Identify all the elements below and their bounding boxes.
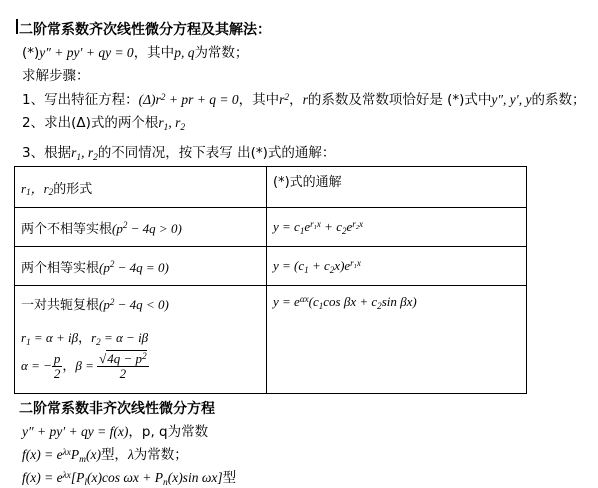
- header-left-text: 的形式: [53, 181, 93, 197]
- step1-prefix: 1、写出特征方程：: [22, 92, 139, 108]
- homogeneous-equation-line: [22, 41, 248, 61]
- step1-tail: 的系数及常数项恰好是 (*)式中: [307, 92, 492, 108]
- condition-vars: p, q: [174, 45, 195, 60]
- step1-r2: $r^2$: [279, 92, 290, 107]
- line3-suffix: 型: [222, 470, 237, 486]
- step2-line: [22, 111, 185, 131]
- solution-table: [14, 166, 527, 394]
- type2-equation: $f(x) = e^{\lambda x}[P_l(x)\cos$ $\omega x + P_n(x)\sin$ ωx]: [22, 470, 223, 488]
- table-row: [15, 247, 527, 286]
- case-complex: 一对共轭复根$(p^2 - 4q < 0)$ $r_1 = \alpha + i\beta$，$r_2 = \alpha - i\beta$ α = − $\frac{p}{2}$ ，β = $\frac{√4q - p^2}{2}$: [15, 286, 267, 394]
- nonhomogeneous-equation-line: [22, 420, 208, 440]
- type1-equation: $f(x) = e^{\lambda x}P_m(x)$: [22, 447, 101, 465]
- steps-title: 求解步骤：: [22, 68, 90, 84]
- condition-zero: $(p^2 - 4q = 0)$: [99, 259, 169, 275]
- type2-line: [22, 466, 236, 486]
- step3-suffix: 的不同情况，按下表写 出(*)式的通解：: [97, 145, 336, 161]
- step1-vars: y″, y′, y: [491, 92, 532, 107]
- equation-label: (*): [22, 45, 40, 61]
- line2-var: λ: [127, 447, 134, 462]
- step1-line: [22, 88, 585, 108]
- header-general-solution: (*)式的通解: [267, 167, 527, 208]
- condition-negative: $(p^2 - 4q < 0)$: [99, 296, 169, 312]
- line2-suffix: 为常数；: [133, 447, 188, 463]
- solution-distinct-real: $y = c_1e^{r_1x} + c_2e^{r_2x}$: [267, 208, 527, 247]
- step2-prefix: 2、求出(Δ)式的两个根: [22, 115, 159, 131]
- condition-positive: $(p^2 - 4q > 0)$: [112, 220, 182, 236]
- solution-complex: $y = e^{\alpha x}(c_1\cos$ $\beta x + c_2\sin$ βx): [267, 286, 527, 394]
- characteristic-equation: $(\Delta)r^2$ + pr + q = 0: [138, 92, 239, 107]
- nonhomogeneous-equation: y″ + py′ + qy = f(x): [22, 424, 129, 439]
- step3-roots: $r_1$, $r_2$: [71, 145, 98, 163]
- step2-roots: $r_1$, $r_2$: [158, 115, 186, 133]
- case-equal-real: 两个相等实根$(p^2 - 4q = 0)$: [15, 247, 267, 286]
- section2-heading: 二阶常系数非齐次线性微分方程: [19, 401, 215, 417]
- alpha-beta-formula: α = − $\frac{p}{2}$ ，β = $\frac{√4q - p^2}{2}$: [21, 350, 147, 382]
- table-row: [15, 208, 527, 247]
- table-header-row: [15, 167, 527, 208]
- header-root-form: $r_1$，$r_2$的形式: [15, 167, 267, 208]
- line2-mid: 型，: [100, 447, 128, 463]
- complex-roots: $r_1 = \alpha + i\beta$，$r_2 = \alpha - i\beta$: [21, 330, 149, 347]
- step1-r: r: [302, 92, 308, 107]
- step3-prefix: 3、根据: [22, 145, 72, 161]
- step3-line: [22, 141, 335, 161]
- step1-end: 的系数；: [531, 92, 586, 108]
- line1-suffix: ，p, q为常数: [128, 424, 209, 440]
- heading-marker: [16, 19, 18, 34]
- table-row: [15, 286, 527, 394]
- condition-prefix: ，其中: [133, 45, 175, 61]
- type1-line: [22, 443, 188, 463]
- section1-heading: 二阶常系数齐次线性微分方程及其解法：: [19, 22, 271, 38]
- condition-suffix: 为常数；: [194, 45, 249, 61]
- case-distinct-real: 两个不相等实根$(p^2 - 4q > 0)$: [15, 208, 267, 247]
- homogeneous-equation: y″ + py′ + qy = 0: [39, 45, 134, 60]
- solution-equal-real: $y = (c_1 + c_2x)e^{r_1x}$: [267, 247, 527, 286]
- step1-comma: ，: [289, 92, 303, 108]
- step1-mid: ，其中: [238, 92, 280, 108]
